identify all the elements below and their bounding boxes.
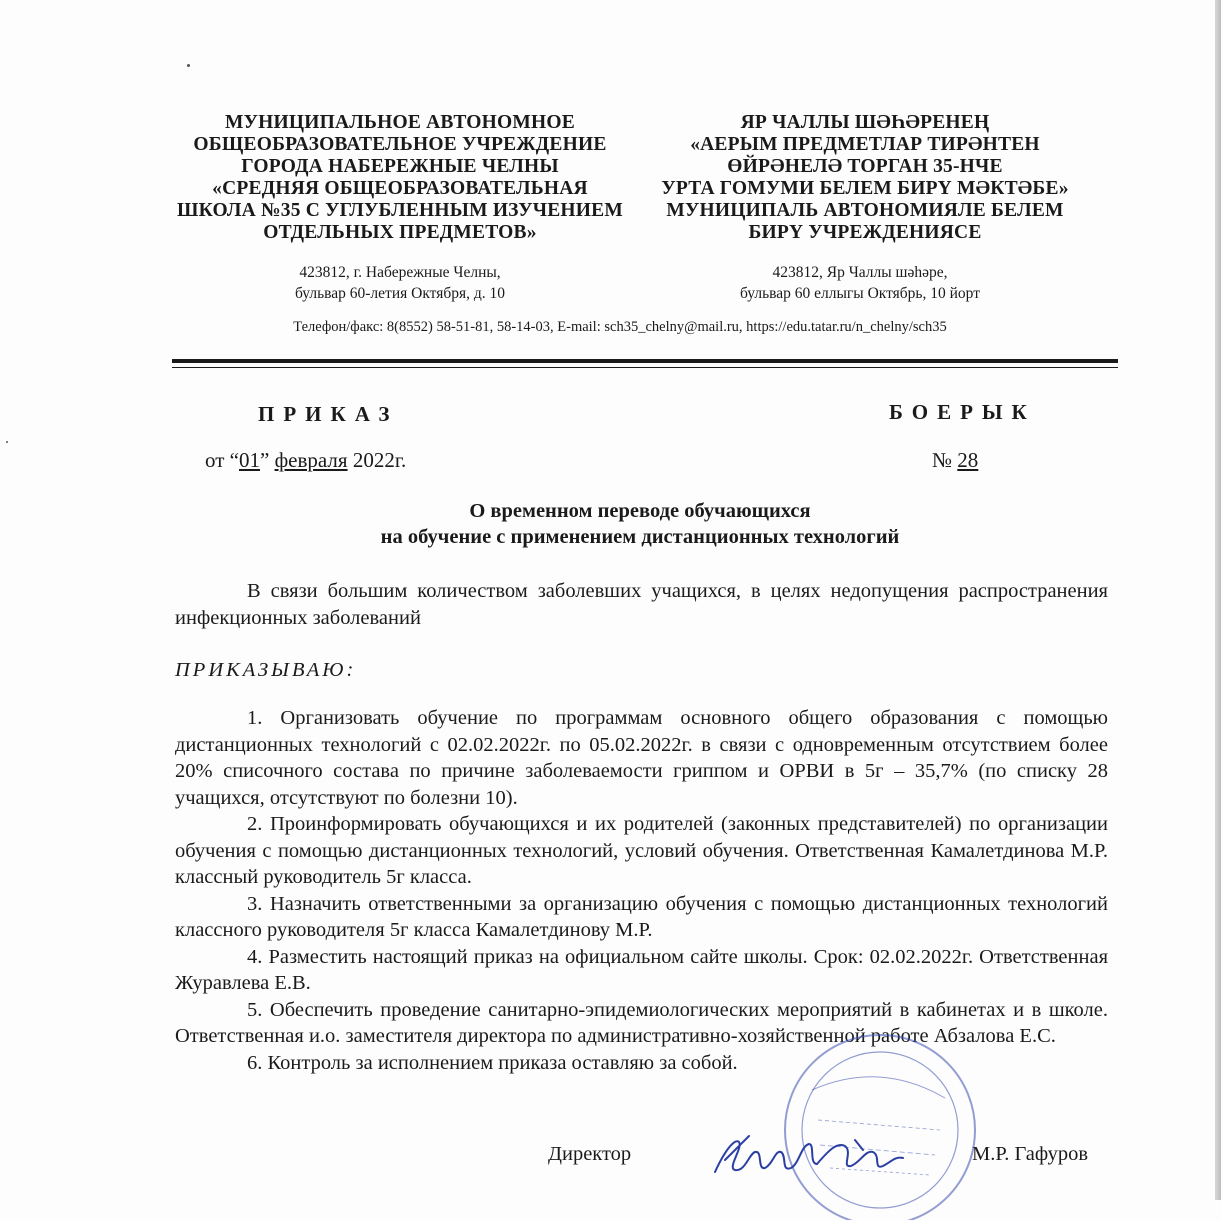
address-right [660, 262, 1060, 304]
header-left-line: ОТДЕЛЬНЫХ ПРЕДМЕТОВ» [263, 222, 537, 243]
header-right-line: УРТА ГОМУМИ БЕЛЕМ БИРҮ МӘКТӘБЕ» [661, 178, 1069, 199]
address-right-line: бульвар 60 еллыгы Октябрь, 10 йорт [740, 285, 980, 302]
header-right-line: ЯР ЧАЛЛЫ ШӘҺӘРЕНЕҢ [740, 112, 990, 133]
contact-line: Телефон/факс: 8(8552) 58-51-81, 58-14-03, E-mail: sch35_chelny@mail.ru, https://edu.tatar.ru/n_chelny/sch35 [293, 319, 947, 335]
order-number [932, 448, 978, 473]
prikazyvayu-heading: ПРИКАЗЫВАЮ: [175, 659, 357, 681]
header-left-line: ОБЩЕОБРАЗОВАТЕЛЬНОЕ УЧРЕЖДЕНИЕ [193, 134, 607, 155]
order-title-line: на обучение с применением дистанционных технологий [380, 526, 900, 548]
date-month: февраля [274, 448, 348, 472]
signature-position: Директор [548, 1143, 632, 1165]
date-day: 01 [238, 448, 260, 472]
order-item: 5. Обеспечить проведение санитарно-эпидемиологических мероприятий в кабинетах и в школе. Ответственная и.о. заместителя директора по административно-хозяйственной работе Абзалова Е.С. [175, 998, 1108, 1047]
order-date [205, 448, 406, 473]
order-title [200, 498, 1080, 550]
address-left-line: бульвар 60-летия Октября, д. 10 [294, 285, 505, 302]
address-left-line: 423812, г. Набережные Челны, [299, 264, 501, 281]
order-item: 6. Контроль за исполнением приказа оставляю за собой. [247, 1051, 738, 1074]
scan-speck [6, 441, 8, 443]
intro-text: В связи большим количеством заболевших учащихся, в целях недопущения распространения инфекционных заболеваний [175, 580, 1108, 629]
header-left-line: ШКОЛА №35 С УГЛУБЛЕННЫМ ИЗУЧЕНИЕМ [177, 200, 623, 221]
address-right-line: 423812, Яр Чаллы шәһәре, [772, 264, 948, 281]
header-left-org-name [160, 112, 640, 244]
header-divider [172, 359, 1118, 363]
director-signature-icon [705, 1120, 925, 1190]
scan-edge [1215, 0, 1221, 1200]
header-left-line: МУНИЦИПАЛЬНОЕ АВТОНОМНОЕ [225, 112, 575, 133]
header-divider-thin [172, 367, 1118, 368]
signature-name: М.Р. Гафуров [972, 1143, 1089, 1165]
scan-speck [187, 64, 190, 67]
number-value: 28 [957, 448, 979, 472]
date-suffix: 2022г. [347, 448, 407, 472]
intro-paragraph [175, 578, 1108, 631]
order-title-line: О временном переводе обучающихся [469, 500, 811, 522]
header-right-line: ӨЙРӘНЕЛӘ ТОРГАН 35-НЧЕ [727, 156, 1003, 177]
order-item: 2. Проинформировать обучающихся и их родителей (законных представителей) по организации обучения с помощью дистанционных технологий, условий обучения. Ответственная Камалетдинова М.Р. классный руководитель 5г класса. [175, 813, 1108, 888]
order-item: 4. Разместить настоящий приказ на официальном сайте школы. Срок: 02.02.2022г. Ответственная Журавлева Е.В. [175, 945, 1108, 994]
address-left [190, 262, 610, 304]
order-label-ru: ПРИКАЗ [258, 402, 399, 426]
header-right-line: БИРҮ УЧРЕЖДЕНИЯСЕ [748, 222, 982, 243]
header-left-line: ГОРОДА НАБЕРЕЖНЫЕ ЧЕЛНЫ [241, 156, 559, 177]
date-mid: ” [259, 448, 275, 472]
header-right-line: «АЕРЫМ ПРЕДМЕТЛАР ТИРӘНТЕН [690, 134, 1040, 155]
header-left-line: «СРЕДНЯЯ ОБЩЕОБРАЗОВАТЕЛЬНАЯ [212, 178, 588, 199]
order-item: 3. Назначить ответственными за организацию обучения с помощью дистанционных технологий классного руководителя 5г класса Камалетдинову М.Р. [175, 892, 1108, 941]
header-right-org-name [640, 112, 1090, 244]
number-prefix: № [932, 448, 958, 472]
order-item: 1. Организовать обучение по программам основного общего образования с помощью дистанционных технологий с 02.02.2022г. по 05.02.2022г. в связи с одновременным отсутствием более 20% списочного состава по причине заболеваемости гриппом и ОРВИ в 5г – 35,7% (по списку 28 учащихся, отсутствуют по болезни 10). [175, 707, 1108, 809]
order-label-tt: БОЕРЫК [889, 400, 1036, 424]
date-prefix: от “ [205, 448, 239, 472]
header-right-line: МУНИЦИПАЛЬ АВТОНОМИЯЛЕ БЕЛЕМ [666, 200, 1064, 221]
